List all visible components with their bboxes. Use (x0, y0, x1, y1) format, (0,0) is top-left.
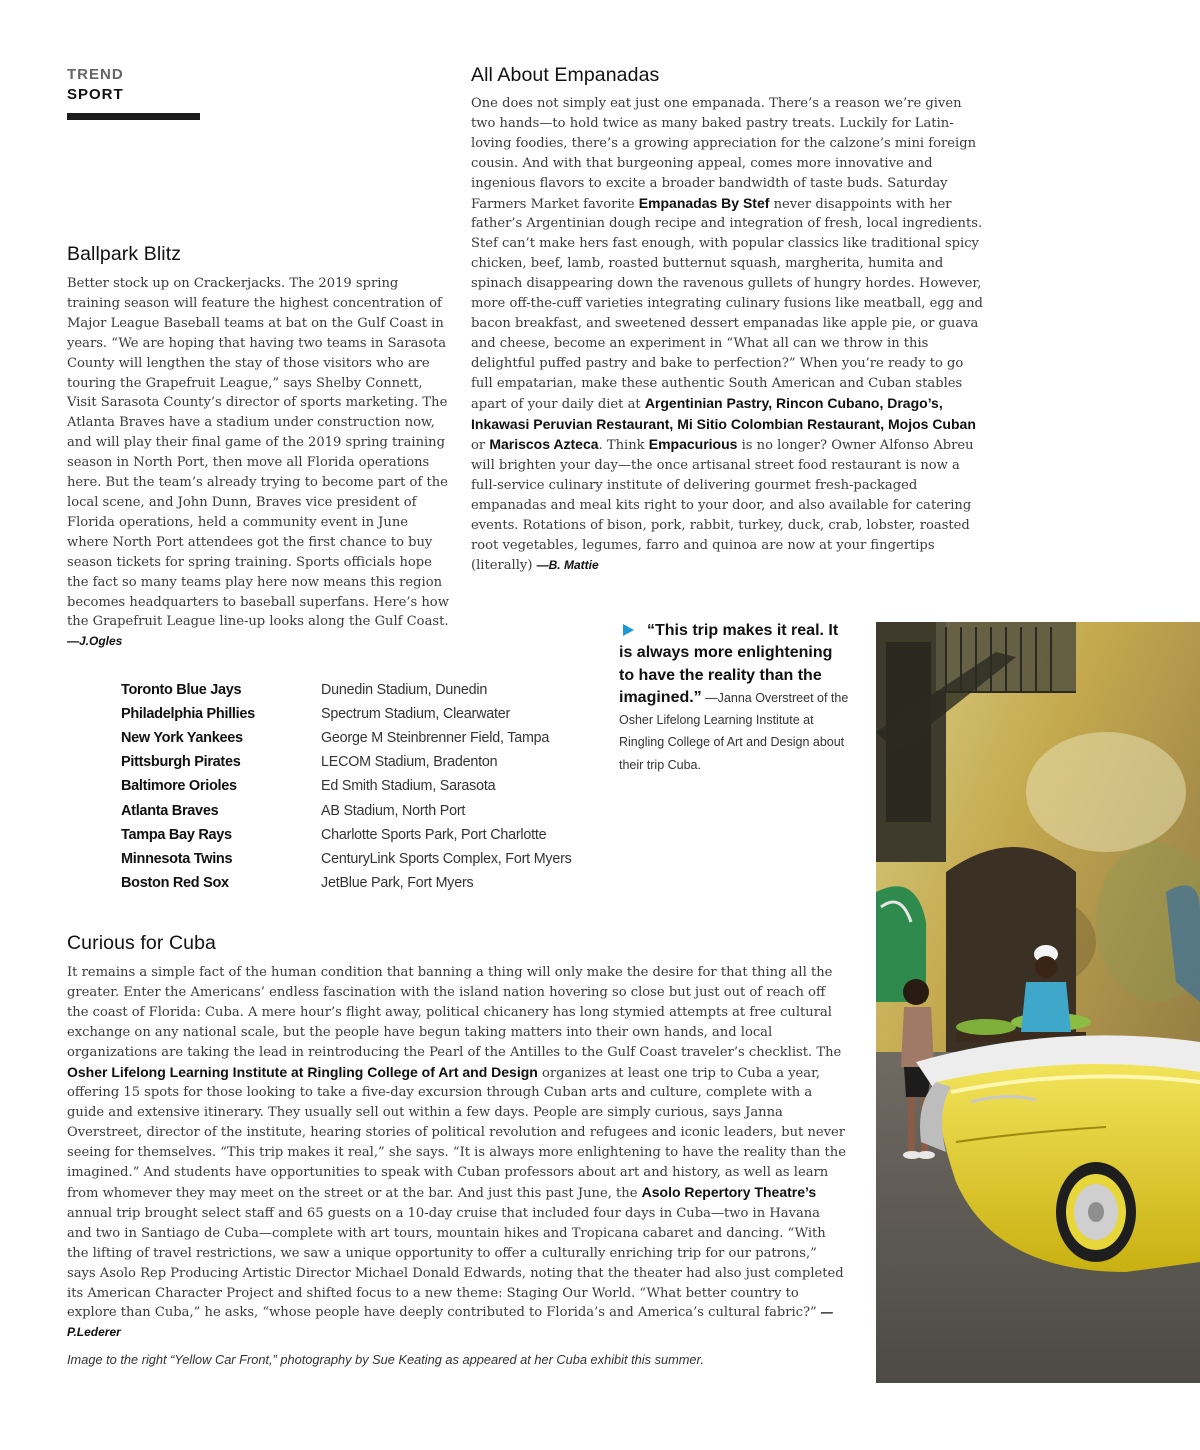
empanadas-body (471, 94, 987, 576)
team-name: Philadelphia Phillies (121, 706, 255, 723)
cuba-body (67, 963, 848, 1343)
yellow-car-photo (876, 622, 1200, 1383)
empanadas-highlight: Mariscos Azteca (489, 436, 599, 453)
table-row (121, 750, 572, 774)
grapefruit-league-table (121, 678, 572, 895)
empanadas-article (471, 64, 987, 576)
empanadas-text: is no longer? Owner Alfonso Abreu will brighten your day—the once artisanal street food restaurant is now a full-service culinary institute of delivering gourmet fresh-packaged empanadas and meal kits right to your door, and also available for catering events. Rotations of bison, pork, rabbit, turkey, duck, crab, lobster, roasted root vegetables, legumes, farro and quinoa are now at your fingertips (literally) (471, 438, 974, 573)
table-row (121, 798, 572, 822)
photo-illustration (876, 622, 1200, 1383)
section-category: TREND (67, 66, 124, 83)
pull-quote (619, 620, 851, 776)
team-name: Toronto Blue Jays (121, 682, 242, 699)
team-stadium: AB Stadium, North Port (321, 802, 466, 819)
team-name: Atlanta Braves (121, 802, 219, 819)
team-stadium: Dunedin Stadium, Dunedin (321, 682, 488, 699)
section-subcategory: SPORT (67, 86, 124, 103)
empanadas-highlight: Argentinian Pastry, Rincon Cubano, Drago’s, Inkawasi Peruvian Restaurant, Mi Sitio Colombian Restaurant, Mojos Cuban (471, 394, 976, 432)
team-name: Pittsburgh Pirates (121, 754, 241, 771)
table-row (121, 847, 572, 871)
empanadas-byline: —B. Mattie (536, 557, 599, 572)
empanadas-text: or (471, 438, 490, 454)
team-stadium: Ed Smith Stadium, Sarasota (321, 778, 496, 795)
cuba-byline: —P.Lederer (67, 1305, 833, 1340)
cuba-text: organizes at least one trip to Cuba a year, offering 15 spots for those looking to take a five-day excursion through Cuban arts and culture, complete with a guide and extensive itinerary. They usually sell out within a few days. People are simply curious, says Janna Overstreet, director of the institute, hearing stories of political revolution and refugees and iconic leaders, but never seeing for themselves. “This trip makes it real,” she says. “It is always more enlightening to have the reality than the imagined.” And students have opportunities to speak with Cuban professors about art and history, as well as learn from whomever they may meet on the street or at the bar. And just this past June, the (67, 1065, 846, 1201)
team-stadium: Spectrum Stadium, Clearwater (321, 706, 511, 723)
photo-caption: Image to the right “Yellow Car Front,” photography by Sue Keating as appeared at her Cuba exhibit this summer. (67, 1352, 704, 1367)
team-stadium: Charlotte Sports Park, Port Charlotte (321, 826, 547, 843)
cuba-text: annual trip brought select staff and 65 guests on a 10-day cruise that included four days in Cuba—two in Havana and two in Santiago de Cuba—complete with art tours, mountain hikes and Tropicana cabaret and dancing. “With the lifting of travel restrictions, we saw a unique opportunity to offer a culturally enriching trip for our patrons,” says Asolo Rep Producing Artistic Director Michael Donald Edwards, noting that the theater had also just completed its American Character Project and shifted focus to a new theme: Staging Our World. “What better country to explore than Cuba,” he asks, “whose people have deeply contributed to Florida’s and America’s cultural fabric?” (67, 1205, 844, 1321)
cuba-title: Curious for Cuba (67, 932, 217, 954)
team-name: Baltimore Orioles (121, 778, 237, 795)
cuba-highlight: Asolo Repertory Theatre’s (641, 1183, 817, 1200)
team-stadium: LECOM Stadium, Bradenton (321, 754, 498, 771)
ballpark-article (67, 243, 449, 652)
ballpark-text: Better stock up on Crackerjacks. The 2019 spring training season will feature the highest concentration of Major League Baseball teams at bat on the Gulf Coast in years. “We are hoping that having two teams in Sarasota County will lengthen the stay of those visitors who are touring the Grapefruit League,” says Shelby Connett, Visit Sarasota County’s director of sports marketing. The Atlanta Braves have a stadium under construction now, and will play their final game of the 2019 spring training season in North Port, then move all Florida operations here. But the team’s already trying to become part of the local scene, and John Dunn, Braves vice president of Florida operations, held a community event in June where North Port attendees got the first chance to buy season tickets for spring training. Sports officials hope the fact so many teams play here now means this region becomes headquarters to baseball superfans. Here’s how the Grapefruit League line-up looks along the Gulf Coast. (67, 276, 449, 630)
section-rule (67, 113, 200, 120)
empanadas-text: never disappoints with her father’s Argentinian dough recipe and integration of fresh, local ingredients. Stef can’t make hers fast enough, with popular classics like traditional spicy chicken, beef, lamb, roasted butternut squash, margherita, humita and spinach disappearing down the ravenous gullets of hungry hordes. However, more off-the-cuff varieties integrating culinary fusions like meatball, egg and bacon breakfast, and sweetened dessert empanadas like apple pie, or guava and cheese, become an experiment in “What all can we throw in this delightful puffed pastry and bake to perfection?” When you’re ready to go full empatarian, make these authentic South American and Cuban stables apart of your daily diet at (471, 196, 983, 412)
table-row (121, 726, 572, 750)
empanadas-text: . Think (598, 438, 649, 454)
team-name: Boston Red Sox (121, 874, 229, 891)
team-stadium: George M Steinbrenner Field, Tampa (321, 730, 550, 747)
team-name: New York Yankees (121, 730, 243, 747)
team-name: Tampa Bay Rays (121, 826, 232, 843)
empanadas-text: One does not simply eat just one empanada. There’s a reason we’re given two hands—to hold twice as many baked pastry treats. Luckily for Latin-loving foodies, there’s a growing appreciation for the calzone’s mini foreign cousin. And with that burgeoning appeal, comes more innovative and ingenious flavors to excite a broader bandwidth of taste buds. Saturday Farmers Market favorite (471, 96, 977, 212)
table-row (121, 774, 572, 798)
ballpark-title: Ballpark Blitz (67, 243, 182, 265)
empanadas-highlight: Empacurious (648, 436, 738, 453)
pull-quote-attribution: —Janna Overstreet of the Osher Lifelong Learning Institute at Ringling College of Art and Design about their trip Cuba. (619, 690, 849, 772)
table-row (121, 702, 572, 726)
cuba-article (67, 932, 848, 1343)
empanadas-highlight: Empanadas By Stef (638, 194, 770, 211)
table-row (121, 823, 572, 847)
cuba-text: It remains a simple fact of the human condition that banning a thing will only make the desire for that thing all the greater. Enter the Americans’ endless fascination with the island nation hovering so close but just out of reach off the coast of Florida: Cuba. A mere hour’s flight away, political chicanery has long stymied attempts at free cultural exchange on any national scale, but the people have begun taking matters into their own hands, and local organizations are taking the lead in reintroducing the Pearl of the Antilles to the Gulf Coast traveler’s checklist. The (67, 965, 842, 1060)
pull-quote-text: “This trip makes it real. It is always more enlightening to have the reality than the imagined.” (619, 622, 839, 706)
pull-quote-body (619, 620, 851, 776)
cuba-highlight: Osher Lifelong Learning Institute at Ringling College of Art and Design (67, 1063, 538, 1080)
ballpark-byline: —J.Ogles (67, 634, 123, 649)
empanadas-title: All About Empanadas (471, 64, 660, 86)
ballpark-body (67, 274, 449, 652)
table-row (121, 871, 572, 895)
team-name: Minnesota Twins (121, 850, 233, 867)
team-stadium: JetBlue Park, Fort Myers (321, 874, 474, 891)
team-stadium: CenturyLink Sports Complex, Fort Myers (321, 850, 572, 867)
table-row (121, 678, 572, 702)
